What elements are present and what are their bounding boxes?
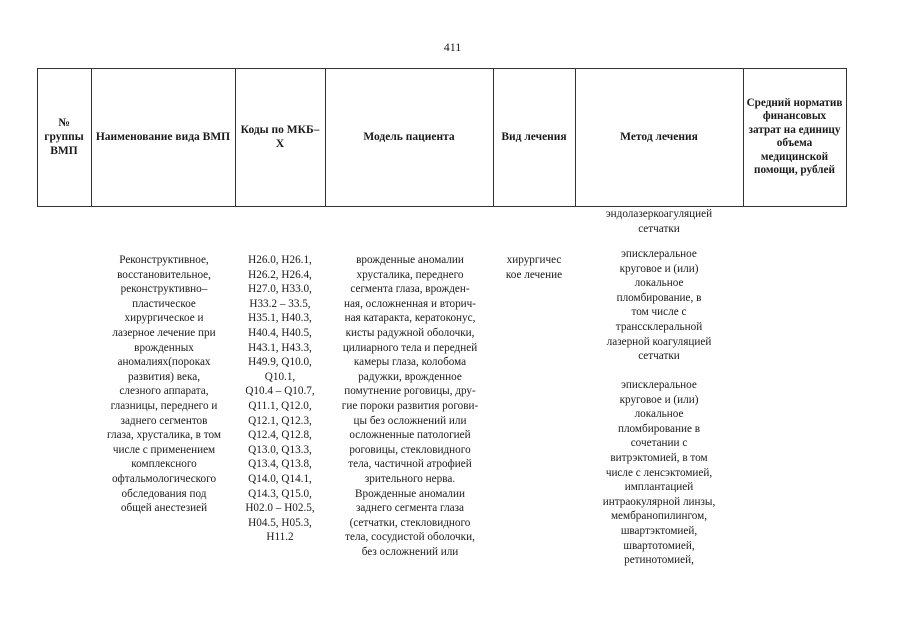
cell-icd-codes: H26.0, H26.1, H26.2, H26.4, H27.0, H33.0, H33.2 – 33.5, H35.1, H40.3, H40.4, H40.5, H43.1, H43.3, H49.9, Q10.0, Q10.1, Q10.4 – Q10.7, Q11.1, Q12.0, Q12.1, Q12.3, Q12.4, Q12.8, Q13.0, Q13.3, Q13.4, Q13.8, Q14.0, Q14.1, Q14.3, Q15.0, H02.0 – H02.5, H04.5, H05.3, H11.2 [245,254,315,544]
cell-method-1: эписклеральное круговое и (или) локальное пломбирование, в том числе с транссклеральной лазерной коагуляцией сетчатки [606,248,712,363]
header-patient-model: Модель пациента [363,131,455,143]
header-avg-cost: Средний норматив финансовых затрат на единицу объема медицинской помощи, рублей [746,96,843,176]
header-icd-codes: Коды по МКБ–Х [240,124,320,150]
cell-patient-model: врожденные аномалии хрусталика, переднего сегмента глаза, врожден- ная, осложненная и вторич- ная катаракта, кератоконус, кисты радужной оболочки, цилиарного тела и передней камеры глаза, колобома радужки, врожденное помутнение роговицы, дру- гие пороки развития рогови- цы без осложнений или осложненные патологией роговицы, стекловидного тела, частичной атрофией зрительного нерва. Врожденные аномалии заднего сегмента глаза (сетчатки, стекловидного тела, сосудистой оболочки, без осложнений или [341,254,479,558]
col-divider [846,68,847,206]
header-treatment-method: Метод лечения [620,131,698,143]
carryover-method-text: эндолазеркоагуляцией сетчатки [605,208,713,235]
page-number: 411 [443,40,462,54]
cell-treatment-type: хирургичес кое лечение [505,254,563,281]
header-treatment-type: Вид лечения [501,131,567,143]
cell-vmp-name: Реконструктивное, восстановительное, реконструктивно– пластическое хирургическое и лазерное лечение при врожденных аномалиях(пороках развития) века, слезного аппарата, глазницы, переднего и заднего сегментов глаза, хрусталика, в том числе с применением комплексного офтальмологического обследования под общей анестезией [107,254,221,515]
header-vmp-name: Наименование вида ВМП [95,131,231,143]
header-group-no: № группы ВМП [44,117,84,157]
cell-method-2: эписклеральное круговое и (или) локальное пломбирование в сочетании с витрэктомией, в том числе с ленсэктомией, имплантацией интраокулярной линзы, мембранопилингом, швартэктомией, швартотомией, ретинотомией, [602,379,716,567]
table-header [37,68,846,206]
